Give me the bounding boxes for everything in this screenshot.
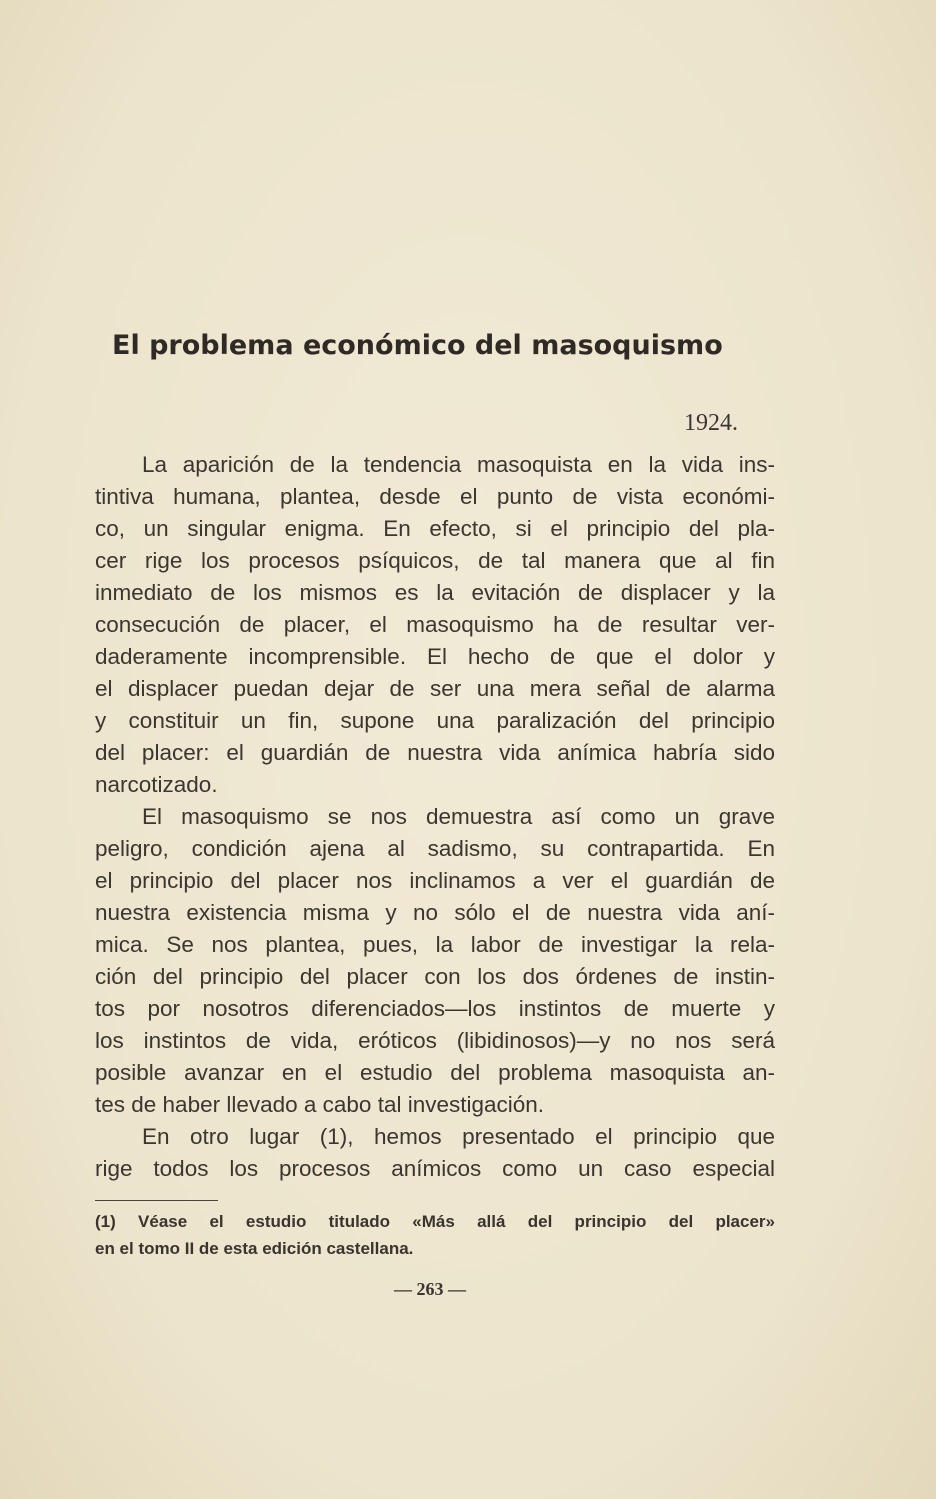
text-line: del placer: el guardián de nuestra vida anímica habría sido bbox=[95, 740, 775, 765]
text-line: inmediato de los mismos es la evitación de displacer y la bbox=[95, 580, 775, 605]
text-line: tes de haber llevado a cabo tal investigación. bbox=[95, 1092, 545, 1117]
text-line: consecución de placer, el masoquismo ha de resultar ver- bbox=[95, 612, 775, 637]
footnote-line: en el tomo II de esta edición castellana. bbox=[95, 1239, 414, 1258]
text-line: posible avanzar en el estudio del problema masoquista an- bbox=[95, 1060, 775, 1085]
text-line: los instintos de vida, eróticos (libidinosos)—y no nos será bbox=[95, 1028, 775, 1053]
page-number: — 263 — bbox=[394, 1279, 466, 1299]
text-line: En otro lugar (1), hemos presentado el principio que bbox=[142, 1124, 775, 1149]
text-line: mica. Se nos plantea, pues, la labor de investigar la rela- bbox=[95, 932, 775, 957]
text-line: y constituir un fin, supone una paralización del principio bbox=[95, 708, 775, 733]
footnote-line: (1) Véase el estudio titulado «Más allá del principio del placer» bbox=[95, 1212, 775, 1231]
text-line: tintiva humana, plantea, desde el punto de vista económi- bbox=[95, 484, 775, 509]
text-line: cer rige los procesos psíquicos, de tal manera que al fin bbox=[95, 548, 775, 573]
text-line: narcotizado. bbox=[95, 772, 218, 797]
text-line: peligro, condición ajena al sadismo, su contrapartida. En bbox=[95, 836, 775, 861]
text-line: el principio del placer nos inclinamos a ver el guardián de bbox=[95, 868, 775, 893]
footnote-divider bbox=[95, 1200, 218, 1201]
text-line: tos por nosotros diferenciados—los instintos de muerte y bbox=[95, 996, 775, 1021]
text-line: La aparición de la tendencia masoquista en la vida ins- bbox=[142, 452, 775, 477]
chapter-year: 1924. bbox=[684, 410, 738, 436]
text-line: El masoquismo se nos demuestra así como un grave bbox=[142, 804, 775, 829]
text-line: rige todos los procesos anímicos como un caso especial bbox=[95, 1156, 775, 1181]
text-line: el displacer puedan dejar de ser una mera señal de alarma bbox=[95, 676, 775, 701]
chapter-title: El problema económico del masoquismo bbox=[112, 330, 723, 361]
text-line: nuestra existencia misma y no sólo el de nuestra vida aní- bbox=[95, 900, 775, 925]
text-line: ción del principio del placer con los dos órdenes de instin- bbox=[95, 964, 775, 989]
text-line: co, un singular enigma. En efecto, si el principio del pla- bbox=[95, 516, 775, 541]
text-line: daderamente incomprensible. El hecho de que el dolor y bbox=[95, 644, 775, 669]
